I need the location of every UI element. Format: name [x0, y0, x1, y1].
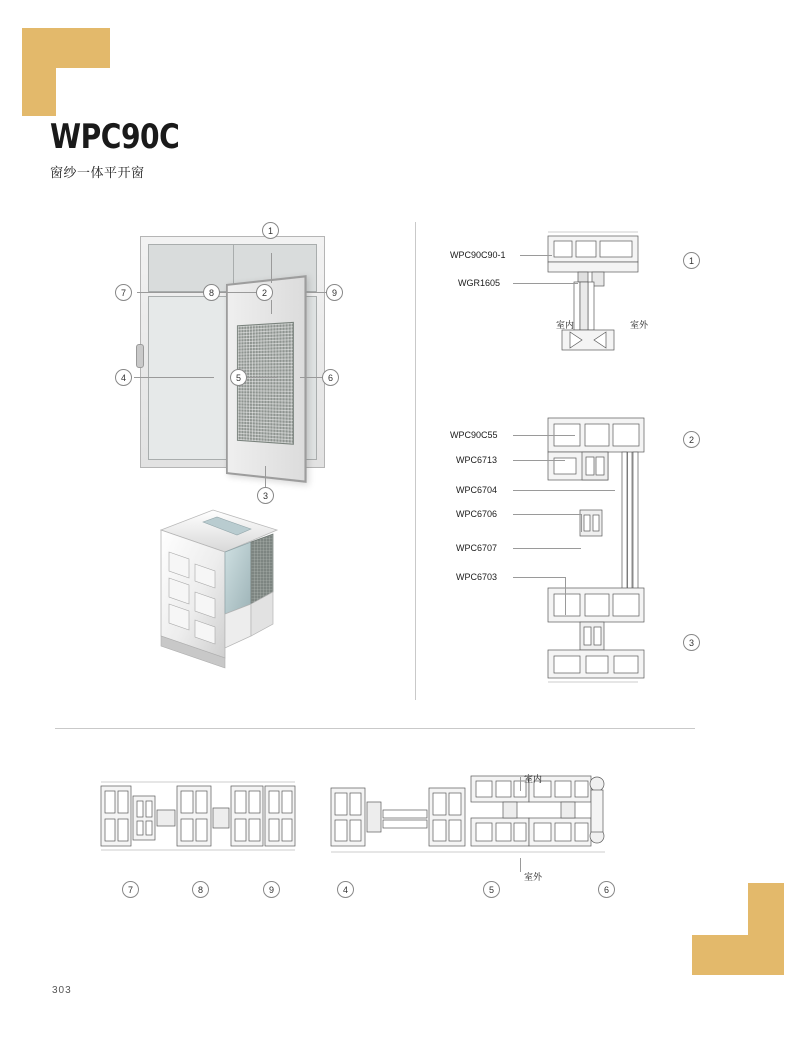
outdoor-label-bottom: 室外 [524, 872, 543, 882]
window-fixed-panel-left [148, 296, 232, 460]
page-title: WPC90C [50, 117, 180, 157]
leader-line [513, 283, 578, 284]
leader-line [271, 253, 272, 283]
leader-line [520, 255, 552, 256]
decorative-corner-top-left [22, 28, 110, 116]
corner-bar-vertical [22, 28, 56, 116]
bottom-section-left-drawing [95, 778, 305, 858]
page-number: 303 [52, 985, 72, 996]
leader-line [134, 377, 214, 378]
leader-line [265, 466, 266, 488]
part-label-wgr1605: WGR1605 [458, 278, 501, 288]
leader-line [305, 292, 327, 293]
callout-7: 7 [115, 284, 132, 301]
leader-line [520, 777, 521, 791]
page-subtitle: 窗纱一体平开窗 [50, 165, 145, 180]
leader-line [300, 377, 322, 378]
window-handle [136, 344, 144, 368]
callout-5: 5 [230, 369, 247, 386]
leader-line [513, 435, 575, 436]
leader-line [513, 490, 615, 491]
callout-bottom-6: 6 [598, 881, 615, 898]
vertical-divider [415, 222, 416, 700]
leader-line [137, 292, 205, 293]
leader-line [520, 858, 521, 872]
outdoor-label-right: 室外 [630, 320, 649, 330]
part-label-wpc6703: WPC6703 [456, 572, 498, 582]
callout-8: 8 [203, 284, 220, 301]
leader-line [513, 460, 565, 461]
title-block [50, 117, 191, 181]
callout-6: 6 [322, 369, 339, 386]
leader-line [581, 514, 582, 532]
callout-1: 1 [262, 222, 279, 239]
part-label-wpc90c90-1: WPC90C90-1 [450, 250, 506, 260]
leader-line [513, 548, 581, 549]
window-screen-mesh [237, 322, 294, 445]
bottom-section-right-drawing [325, 770, 635, 866]
leader-line [248, 377, 278, 378]
callout-right-3: 3 [683, 634, 700, 651]
callout-right-2: 2 [683, 431, 700, 448]
window-perspective-illustration [140, 236, 325, 476]
corner-bar-vertical [748, 883, 784, 975]
callout-bottom-8: 8 [192, 881, 209, 898]
callout-right-1: 1 [683, 252, 700, 269]
decorative-corner-bottom-right [692, 883, 784, 975]
part-label-wpc6713: WPC6713 [456, 455, 498, 465]
callout-bottom-4: 4 [337, 881, 354, 898]
leader-line [565, 577, 566, 615]
part-label-wpc6704: WPC6704 [456, 485, 498, 495]
part-label-wpc90c55: WPC90C55 [450, 430, 498, 440]
callout-bottom-9: 9 [263, 881, 280, 898]
callout-9: 9 [326, 284, 343, 301]
bottom-right-svg [325, 770, 635, 866]
leader-line [513, 577, 565, 578]
indoor-label-bottom: 室内 [524, 774, 543, 784]
callout-3: 3 [257, 487, 274, 504]
callout-bottom-7: 7 [122, 881, 139, 898]
bottom-left-svg [95, 778, 305, 858]
indoor-label-right: 室内 [556, 320, 575, 330]
leader-line [513, 514, 581, 515]
horizontal-divider [55, 728, 695, 729]
leader-line [271, 300, 272, 314]
part-label-wpc6706: WPC6706 [456, 509, 498, 519]
profile-3d-svg [155, 508, 300, 688]
part-label-wpc6707: WPC6707 [456, 543, 498, 553]
leader-line [220, 292, 256, 293]
profile-3d-render [155, 508, 300, 688]
callout-4: 4 [115, 369, 132, 386]
callout-2: 2 [256, 284, 273, 301]
callout-bottom-5: 5 [483, 881, 500, 898]
